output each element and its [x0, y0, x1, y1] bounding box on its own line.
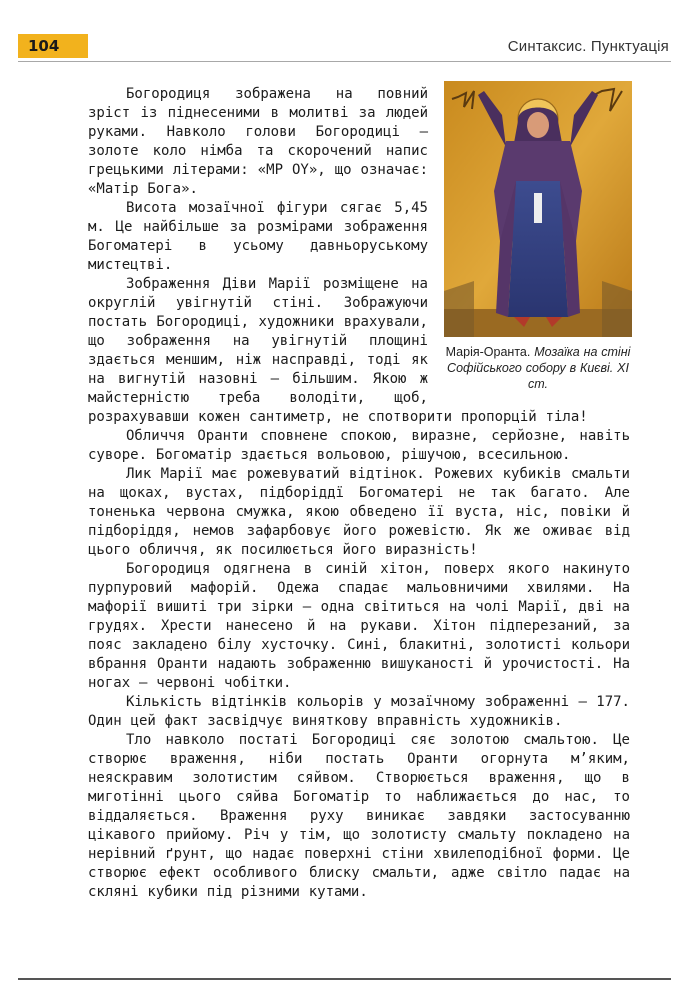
page-number: 104 — [18, 34, 88, 58]
figure-caption — [438, 344, 638, 392]
paragraph: Богородиця зображена на повний зріст із піднесеними в молитві за людей руками. Навколо голови Богородиці — золоте коло німба та скорочений напис грецькими літерами: «MP OY», що означає: «Матір Бога». — [88, 86, 428, 197]
caption-description: Мозаїка на стіні Софійського собору в Києві. XI ст. — [447, 345, 631, 391]
marian-orant-mosaic-image — [444, 81, 632, 337]
figure — [438, 81, 638, 392]
page-body — [88, 85, 630, 902]
running-title: Синтаксис. Пунктуація — [507, 38, 669, 55]
bottom-rule — [18, 978, 671, 980]
page-header — [18, 30, 671, 62]
paragraph: Висота мозаїчної фігури сягає 5,45 м. Це найбільше за розмірами зображення Богоматері в усьому давньоруському мистецтві. — [88, 200, 428, 273]
caption-title: Марія-Оранта. — [445, 345, 531, 359]
paragraph: Обличчя Оранти сповнене спокою, виразне, серйозне, навіть суворе. Богоматір здається вольовою, рішучою, всесильною. — [88, 428, 630, 463]
paragraph: Лик Марії має рожевуватий відтінок. Рожевих кубиків смальти на щоках, вустах, підборіддї Богоматері не так багато. Але тоненька червона смужка, якою обведено її вуста, ніс, повіки й підборіддя, немов зафарбовує його рожевістю. Як же оживає від цього обличчя, як посилюється його виразність! — [88, 466, 630, 558]
paragraph: Богородиця одягнена в синій хітон, поверх якого накинуто пурпуровий мафорій. Одежа спадає мальовничими хвилями. На мафорії вишиті три зірки — одна світиться на чолі Марії, дві на грудях. Хрести нанесено й на рукави. Хітон підперезаний, за пояс закладено білу хусточку. Сині, блакитні, золотисті кольори вбрання Оранти надають зображенню вишуканості й урочистості. На ногах — червоні чобітки. — [88, 561, 630, 691]
paragraph: Тло навколо постаті Богородиці сяє золотою смальтою. Це створює враження, ніби постать Оранти огорнута м’яким, неяскравим золотистим сяйвом. Створюється враження, що в миготінні цього сяйва Богоматір то наближається до нас, то віддаляється. Враження руху виникає завдяки застосуванню цікавого прийому. Річ у тім, що золотисту смальту покладено на нерівний ґрунт, що надає поверхні стіни хвилеподібної форми. Це створює ефект особливого блиску смальти, адже світло падає на скляні кубики під різними кутами. — [88, 732, 630, 900]
paragraph: Зображення Діви Марії розміщене на округлій увігнутій стіні. Зображуючи постать Богородиці, художники врахували, що зображення на увігнутій площині здається меншим, ніж насправді, тоді як на вигнутій назовні — більшим. Якою ж майстерністю треба володіти, щоб, розрахувавши кожен сантиметр, не спотворити пропорцій тіла! — [88, 276, 588, 425]
paragraph: Кількість відтінків кольорів у мозаїчному зображенні — 177. Один цей факт засвідчує виняткову вправність художників. — [88, 694, 630, 729]
